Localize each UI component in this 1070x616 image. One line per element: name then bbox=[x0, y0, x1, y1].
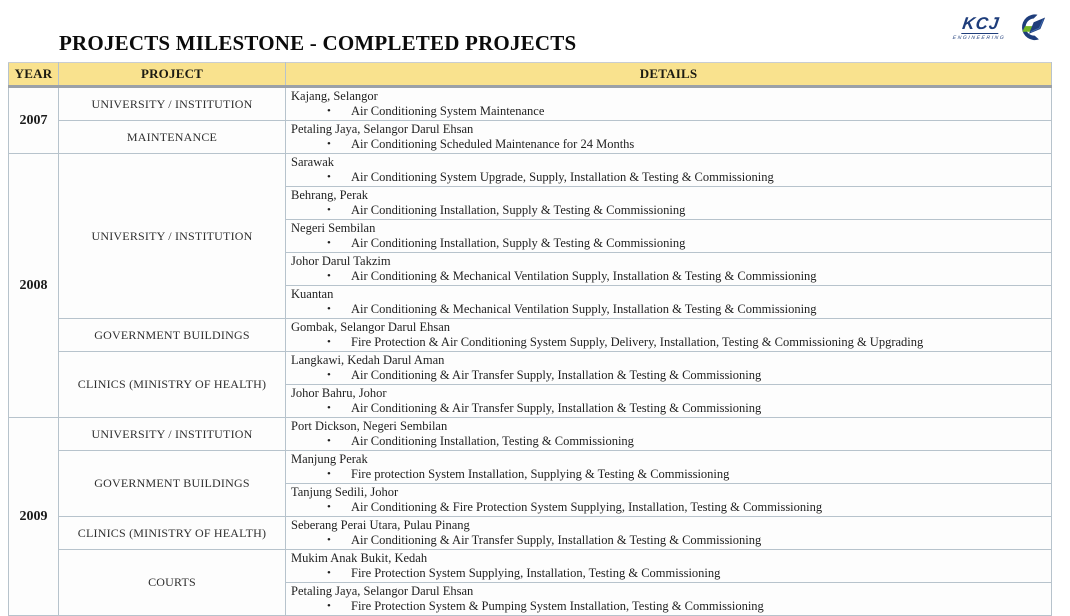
project-cell: UNIVERSITY / INSTITUTION bbox=[59, 87, 286, 121]
detail-text: Air Conditioning & Air Transfer Supply, Installation & Testing & Commissioning bbox=[351, 368, 762, 382]
detail-description bbox=[291, 599, 1047, 614]
detail-text: Air Conditioning System Maintenance bbox=[351, 104, 545, 118]
details-cell bbox=[286, 451, 1052, 484]
project-cell: UNIVERSITY / INSTITUTION bbox=[59, 154, 286, 319]
detail-text: Fire Protection System Supplying, Installation, Testing & Commissioning bbox=[351, 566, 721, 580]
projects-table bbox=[8, 62, 1052, 616]
header-project: PROJECT bbox=[59, 63, 286, 87]
detail-description bbox=[291, 566, 1047, 581]
detail-description bbox=[291, 137, 1047, 152]
project-cell: UNIVERSITY / INSTITUTION bbox=[59, 418, 286, 451]
details-cell bbox=[286, 385, 1052, 418]
projects-table-body bbox=[9, 87, 1052, 616]
bullet-icon: • bbox=[327, 303, 331, 315]
detail-description bbox=[291, 335, 1047, 350]
detail-description bbox=[291, 104, 1047, 119]
table-row bbox=[9, 319, 1052, 352]
header-details: DETAILS bbox=[286, 63, 1052, 87]
detail-location: Kuantan bbox=[291, 287, 334, 301]
table-row bbox=[9, 87, 1052, 121]
detail-location: Behrang, Perak bbox=[291, 188, 369, 202]
detail-location: Tanjung Sedili, Johor bbox=[291, 485, 399, 499]
detail-location: Manjung Perak bbox=[291, 452, 368, 466]
detail-description bbox=[291, 236, 1047, 251]
details-cell bbox=[286, 418, 1052, 451]
detail-text: Fire Protection System & Pumping System Installation, Testing & Commissioning bbox=[351, 599, 764, 613]
detail-text: Air Conditioning & Air Transfer Supply, Installation & Testing & Commissioning bbox=[351, 401, 762, 415]
details-cell bbox=[286, 517, 1052, 550]
detail-text: Fire Protection & Air Conditioning System Supply, Delivery, Installation, Testing & Commissioning & Upgrading bbox=[351, 335, 924, 349]
details-cell bbox=[286, 154, 1052, 187]
detail-description bbox=[291, 368, 1047, 383]
detail-description bbox=[291, 269, 1047, 284]
details-cell bbox=[286, 484, 1052, 517]
detail-text: Air Conditioning Installation, Testing & Commissioning bbox=[351, 434, 634, 448]
project-cell: COURTS bbox=[59, 550, 286, 616]
detail-description bbox=[291, 302, 1047, 317]
bullet-icon: • bbox=[327, 105, 331, 117]
bullet-icon: • bbox=[327, 402, 331, 414]
detail-location: Johor Darul Takzim bbox=[291, 254, 391, 268]
year-cell: 2009 bbox=[9, 418, 59, 616]
year-cell: 2008 bbox=[9, 154, 59, 418]
details-cell bbox=[286, 253, 1052, 286]
bullet-icon: • bbox=[327, 171, 331, 183]
details-cell bbox=[286, 121, 1052, 154]
detail-location: Seberang Perai Utara, Pulau Pinang bbox=[291, 518, 470, 532]
detail-location: Petaling Jaya, Selangor Darul Ehsan bbox=[291, 122, 474, 136]
table-row bbox=[9, 154, 1052, 187]
detail-text: Air Conditioning & Mechanical Ventilation Supply, Installation & Testing & Commissioning bbox=[351, 302, 817, 316]
details-cell bbox=[286, 319, 1052, 352]
details-cell bbox=[286, 550, 1052, 583]
table-row bbox=[9, 550, 1052, 583]
detail-location: Port Dickson, Negeri Sembilan bbox=[291, 419, 448, 433]
bullet-icon: • bbox=[327, 369, 331, 381]
kcj-logo bbox=[954, 6, 1054, 50]
table-row bbox=[9, 451, 1052, 484]
details-cell bbox=[286, 187, 1052, 220]
details-cell bbox=[286, 87, 1052, 121]
details-cell bbox=[286, 352, 1052, 385]
details-cell bbox=[286, 583, 1052, 616]
logo-text bbox=[952, 13, 1008, 41]
detail-location: Johor Bahru, Johor bbox=[291, 386, 387, 400]
detail-location: Sarawak bbox=[291, 155, 335, 169]
bullet-icon: • bbox=[327, 270, 331, 282]
detail-location: Kajang, Selangor bbox=[291, 89, 378, 103]
bullet-icon: • bbox=[327, 468, 331, 480]
detail-location: Petaling Jaya, Selangor Darul Ehsan bbox=[291, 584, 474, 598]
detail-description bbox=[291, 500, 1047, 515]
detail-location: Negeri Sembilan bbox=[291, 221, 376, 235]
project-cell: CLINICS (MINISTRY OF HEALTH) bbox=[59, 352, 286, 418]
detail-description bbox=[291, 467, 1047, 482]
detail-text: Air Conditioning & Fire Protection System Supplying, Installation, Testing & Commissioning bbox=[351, 500, 823, 514]
project-cell: GOVERNMENT BUILDINGS bbox=[59, 451, 286, 517]
logo-kcj-text: KCJ bbox=[961, 13, 1001, 33]
detail-description bbox=[291, 170, 1047, 185]
kcj-swoosh-icon bbox=[1009, 8, 1047, 48]
logo-engineering-text: ENGINEERING bbox=[952, 34, 1006, 41]
detail-text: Air Conditioning & Mechanical Ventilation Supply, Installation & Testing & Commissioning bbox=[351, 269, 817, 283]
table-row bbox=[9, 352, 1052, 385]
detail-text: Air Conditioning Scheduled Maintenance for 24 Months bbox=[351, 137, 635, 151]
detail-text: Air Conditioning & Air Transfer Supply, Installation & Testing & Commissioning bbox=[351, 533, 762, 547]
details-cell bbox=[286, 220, 1052, 253]
detail-text: Air Conditioning System Upgrade, Supply, Installation & Testing & Commissioning bbox=[351, 170, 774, 184]
detail-location: Mukim Anak Bukit, Kedah bbox=[291, 551, 428, 565]
detail-text: Air Conditioning Installation, Supply & Testing & Commissioning bbox=[351, 236, 686, 250]
detail-description bbox=[291, 401, 1047, 416]
bullet-icon: • bbox=[327, 501, 331, 513]
table-row bbox=[9, 121, 1052, 154]
table-row bbox=[9, 517, 1052, 550]
detail-text: Fire protection System Installation, Supplying & Testing & Commissioning bbox=[351, 467, 730, 481]
bullet-icon: • bbox=[327, 534, 331, 546]
table-header-row bbox=[9, 63, 1052, 87]
bullet-icon: • bbox=[327, 204, 331, 216]
bullet-icon: • bbox=[327, 237, 331, 249]
header-year: YEAR bbox=[9, 63, 59, 87]
detail-description bbox=[291, 434, 1047, 449]
details-cell bbox=[286, 286, 1052, 319]
detail-location: Gombak, Selangor Darul Ehsan bbox=[291, 320, 450, 334]
bullet-icon: • bbox=[327, 600, 331, 612]
bullet-icon: • bbox=[327, 336, 331, 348]
detail-text: Air Conditioning Installation, Supply & Testing & Commissioning bbox=[351, 203, 686, 217]
detail-description bbox=[291, 533, 1047, 548]
bullet-icon: • bbox=[327, 138, 331, 150]
project-cell: CLINICS (MINISTRY OF HEALTH) bbox=[59, 517, 286, 550]
bullet-icon: • bbox=[327, 435, 331, 447]
page-title: PROJECTS MILESTONE - COMPLETED PROJECTS bbox=[59, 31, 577, 55]
project-cell: GOVERNMENT BUILDINGS bbox=[59, 319, 286, 352]
table-row bbox=[9, 418, 1052, 451]
detail-location: Langkawi, Kedah Darul Aman bbox=[291, 353, 445, 367]
year-cell: 2007 bbox=[9, 87, 59, 154]
project-cell: MAINTENANCE bbox=[59, 121, 286, 154]
detail-description bbox=[291, 203, 1047, 218]
bullet-icon: • bbox=[327, 567, 331, 579]
